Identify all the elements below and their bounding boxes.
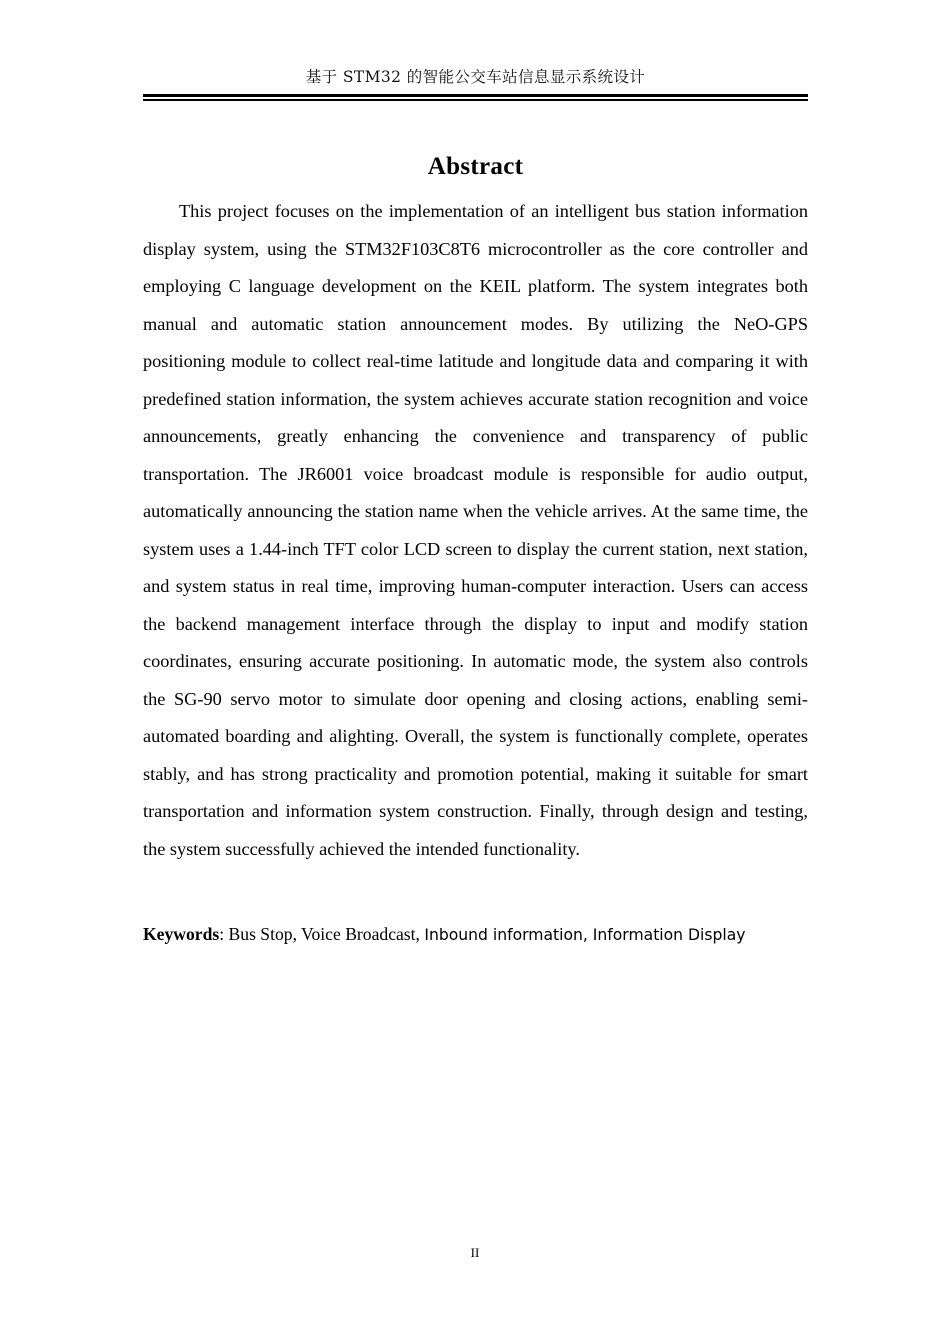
page-header	[143, 66, 808, 101]
keywords-sans-terms: Inbound information, Information Display	[424, 926, 746, 944]
keywords-separator: :	[219, 924, 229, 944]
footer-page-number: II	[470, 1245, 480, 1260]
abstract-body	[143, 193, 808, 868]
running-header-title: 基于 STM32 的智能公交车站信息显示系统设计	[305, 68, 646, 86]
keywords-label: Keywords	[143, 924, 220, 944]
section-heading-abstract: Abstract	[427, 152, 524, 180]
header-double-rule	[143, 94, 808, 101]
abstract-paragraph: This project focuses on the implementation of an intelligent bus station information display system, using the STM32F103C8T6 microcontroller as the core controller and employing C language development on the KEIL platform. The system integrates both manual and automatic station announcement modes. By utilizing the NeO-GPS positioning module to collect real-time latitude and longitude data and comparing it with predefined station information, the system achieves accurate station recognition and voice announcements, greatly enhancing the convenience and transparency of public transportation. The JR6001 voice broadcast module is responsible for audio output, automatically announcing the station name when the vehicle arrives. At the same time, the system uses a 1.44-inch TFT color LCD screen to display the current station, next station, and system status in real time, improving human-computer interaction. Users can access the backend management interface through the display to input and modify station coordinates, ensuring accurate positioning. In automatic mode, the system also controls the SG-90 servo motor to simulate door opening and closing actions, enabling semi-automated boarding and alighting. Overall, the system is functionally complete, operates stably, and has strong practicality and promotion potential, making it suitable for smart transportation and information system construction. Finally, through design and testing, the system successfully achieved the intended functionality.	[143, 201, 808, 859]
keywords-line	[143, 920, 843, 949]
keywords-serif-terms: Bus Stop, Voice Broadcast,	[228, 924, 425, 944]
header-rule-thin	[143, 99, 808, 101]
